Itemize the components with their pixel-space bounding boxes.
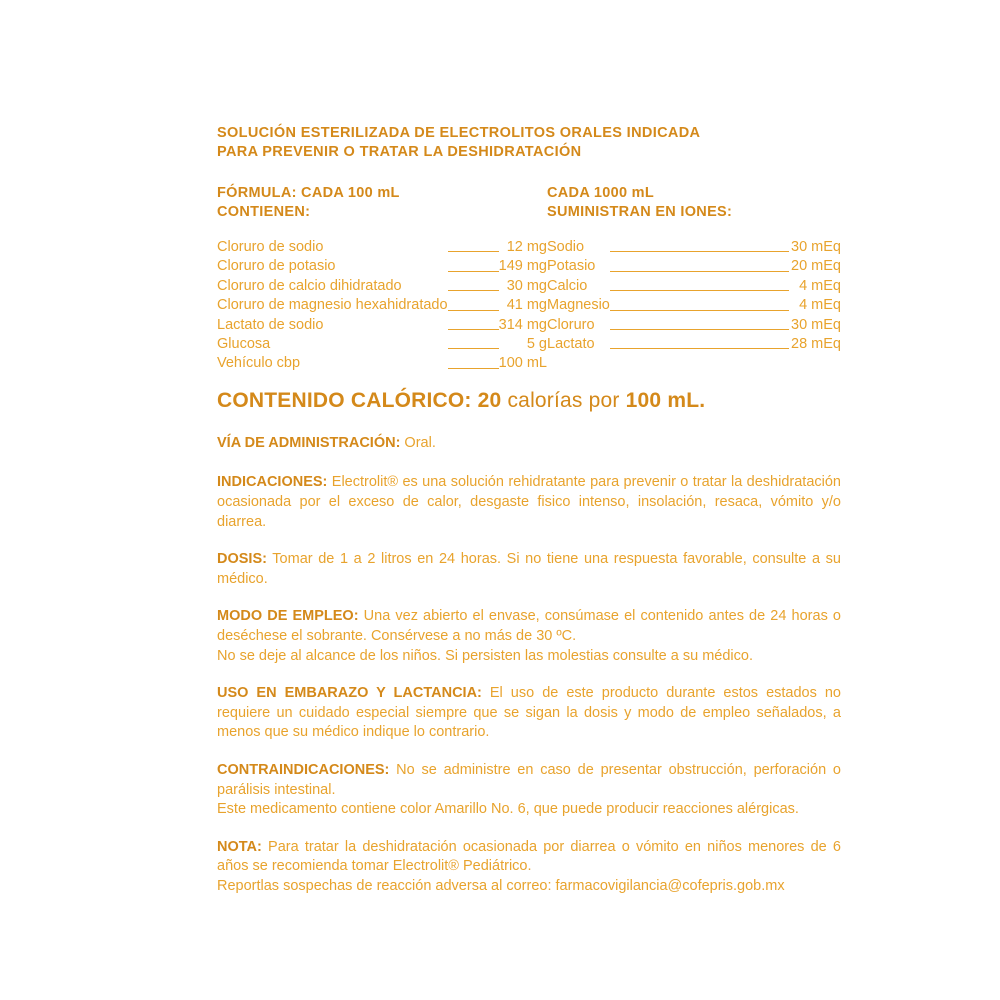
caloric-value: 20 (477, 388, 502, 412)
leader-line (448, 354, 499, 373)
section-text: El uso de este producto durante estos estados no requiere un cuidado especial siempre que se sigan la dosis y modo de empleo señalados, a menos que su médico indique lo contrario. (217, 685, 841, 741)
section-paragraph (217, 684, 841, 743)
ingredient-value: 149 mg (498, 258, 547, 275)
ingredient-value: 100 mL (498, 355, 547, 372)
formula-left-line-1: FÓRMULA: CADA 100 mL (217, 185, 400, 201)
administration-label: VÍA DE ADMINISTRACIÓN: (217, 434, 401, 451)
leader-line (610, 335, 789, 354)
formula-header-right (547, 184, 841, 222)
section-paragraph (217, 647, 841, 667)
ingredient-name: Cloruro de potasio (217, 258, 336, 275)
ingredient-name: Cloruro de magnesio hexahidratado (217, 297, 448, 314)
section-text: No se deje al alcance de los niños. Si persisten las molestias consulte a su médico. (217, 647, 753, 664)
caloric-content (217, 388, 841, 414)
section-label: CONTRAINDICACIONES: (217, 761, 390, 778)
leader-line (448, 257, 499, 276)
ingredient-name: Lactato de sodio (217, 316, 324, 333)
ingredient-name: Cloruro de sodio (217, 239, 324, 255)
section-text: Electrolit® es una solución rehidratante para prevenir o tratar la deshidratación ocasionada por el exceso de calor, desgaste fisico intenso, insolación, resaca, vómito y/o diarrea. (217, 474, 841, 530)
ingredients-column (217, 238, 547, 374)
label-section (217, 550, 841, 589)
leader-line (448, 316, 499, 335)
ion-name: Lactato (547, 336, 595, 353)
section-label: INDICACIONES: (217, 474, 328, 491)
ingredients-table (217, 238, 547, 374)
formula-headers (217, 184, 841, 222)
ingredient-value: 5 g (526, 336, 547, 353)
table-row (217, 238, 547, 257)
ingredient-value: 30 mg (506, 277, 547, 294)
formula-right-line-1: CADA 1000 mL (547, 185, 655, 201)
leader-line (448, 277, 499, 296)
leader-line (610, 296, 789, 315)
formula-tables (217, 238, 841, 374)
administration-paragraph (217, 434, 841, 454)
table-row (217, 296, 547, 315)
leader-line (448, 335, 499, 354)
label-section (217, 838, 841, 897)
table-row (547, 277, 841, 296)
ingredient-name: Cloruro de calcio dihidratado (217, 277, 402, 294)
ingredient-value: 12 mg (506, 239, 547, 255)
section-paragraph (217, 877, 841, 897)
caloric-unit-word: calorías por (507, 388, 620, 412)
leader-line (610, 238, 789, 257)
label-section (217, 761, 841, 820)
section-paragraph (217, 473, 841, 532)
leader-line (610, 257, 789, 276)
section-paragraph (217, 607, 841, 646)
table-row (217, 257, 547, 276)
ingredient-value: 314 mg (498, 316, 547, 333)
section-label: NOTA: (217, 838, 262, 855)
leader-line (448, 238, 499, 257)
ion-value: 30 mEq (791, 239, 841, 255)
ion-name: Sodio (547, 239, 585, 255)
ion-value: 4 mEq (799, 277, 841, 294)
table-row (547, 316, 841, 335)
ion-name: Cloruro (547, 316, 595, 333)
ingredient-name: Glucosa (217, 336, 271, 353)
section-paragraph (217, 550, 841, 589)
formula-left-line-2: CONTIENEN: (217, 204, 311, 220)
table-row (217, 354, 547, 373)
ion-name: Calcio (547, 277, 588, 294)
ions-column (547, 238, 841, 374)
table-row (217, 335, 547, 354)
leader-line (448, 296, 499, 315)
banner-line-2: PARA PREVENIR O TRATAR LA DESHIDRATACIÓN (217, 144, 582, 160)
section-text: Tomar de 1 a 2 litros en 24 horas. Si no tiene una respuesta favorable, consulte a su médico. (217, 551, 841, 587)
section-text: Para tratar la deshidratación ocasionada por diarrea o vómito en niños menores de 6 años se recomienda tomar Electrolit® Pediátrico. (217, 838, 841, 875)
ion-name: Magnesio (547, 297, 610, 314)
ion-value: 20 mEq (791, 258, 841, 275)
section-label: DOSIS: (217, 551, 267, 568)
ion-value: 4 mEq (799, 297, 841, 314)
formula-header-left (217, 184, 547, 222)
label-section (217, 684, 841, 743)
ion-value: 30 mEq (791, 316, 841, 333)
ingredient-name: Vehículo cbp (217, 355, 301, 372)
caloric-label: CONTENIDO CALÓRICO: (217, 388, 472, 412)
ingredient-value: 41 mg (506, 297, 547, 314)
section-text: No se administre en caso de presentar obstrucción, perforación o parálisis intestinal. (217, 761, 841, 798)
section-paragraph (217, 838, 841, 877)
table-row (547, 257, 841, 276)
administration-route (217, 434, 841, 454)
section-paragraph (217, 761, 841, 800)
formula-right-line-2: SUMINISTRAN EN IONES: (547, 204, 733, 220)
banner-line-1: SOLUCIÓN ESTERILIZADA DE ELECTROLITOS ORALES INDICADA (217, 125, 701, 141)
section-paragraph (217, 800, 841, 820)
section-label: MODO DE EMPLEO: (217, 608, 359, 625)
product-banner (217, 124, 841, 162)
table-row (217, 277, 547, 296)
ions-table (547, 238, 841, 354)
leader-line (610, 277, 789, 296)
table-row (547, 296, 841, 315)
leader-line (610, 316, 789, 335)
administration-text: Oral. (400, 434, 436, 451)
section-text: Una vez abierto el envase, consúmase el contenido antes de 24 horas o deséchese el sobrante. Consérvese a no más de 30 ºC. (217, 608, 841, 644)
ion-value: 28 mEq (791, 336, 841, 353)
table-row (547, 335, 841, 354)
section-label: USO EN EMBARAZO Y LACTANCIA: (217, 685, 482, 702)
label-sections (217, 473, 841, 896)
label-section (217, 607, 841, 666)
table-row (217, 316, 547, 335)
table-row (547, 238, 841, 257)
label-section (217, 473, 841, 532)
ion-name: Potasio (547, 258, 596, 275)
section-text: Este medicamento contiene color Amarillo No. 6, que puede producir reacciones alérgicas. (217, 801, 799, 818)
label-content (217, 124, 841, 897)
caloric-basis: 100 mL. (625, 388, 706, 412)
section-text: Reportlas sospechas de reacción adversa al correo: farmacovigilancia@cofepris.gob.mx (217, 877, 785, 894)
